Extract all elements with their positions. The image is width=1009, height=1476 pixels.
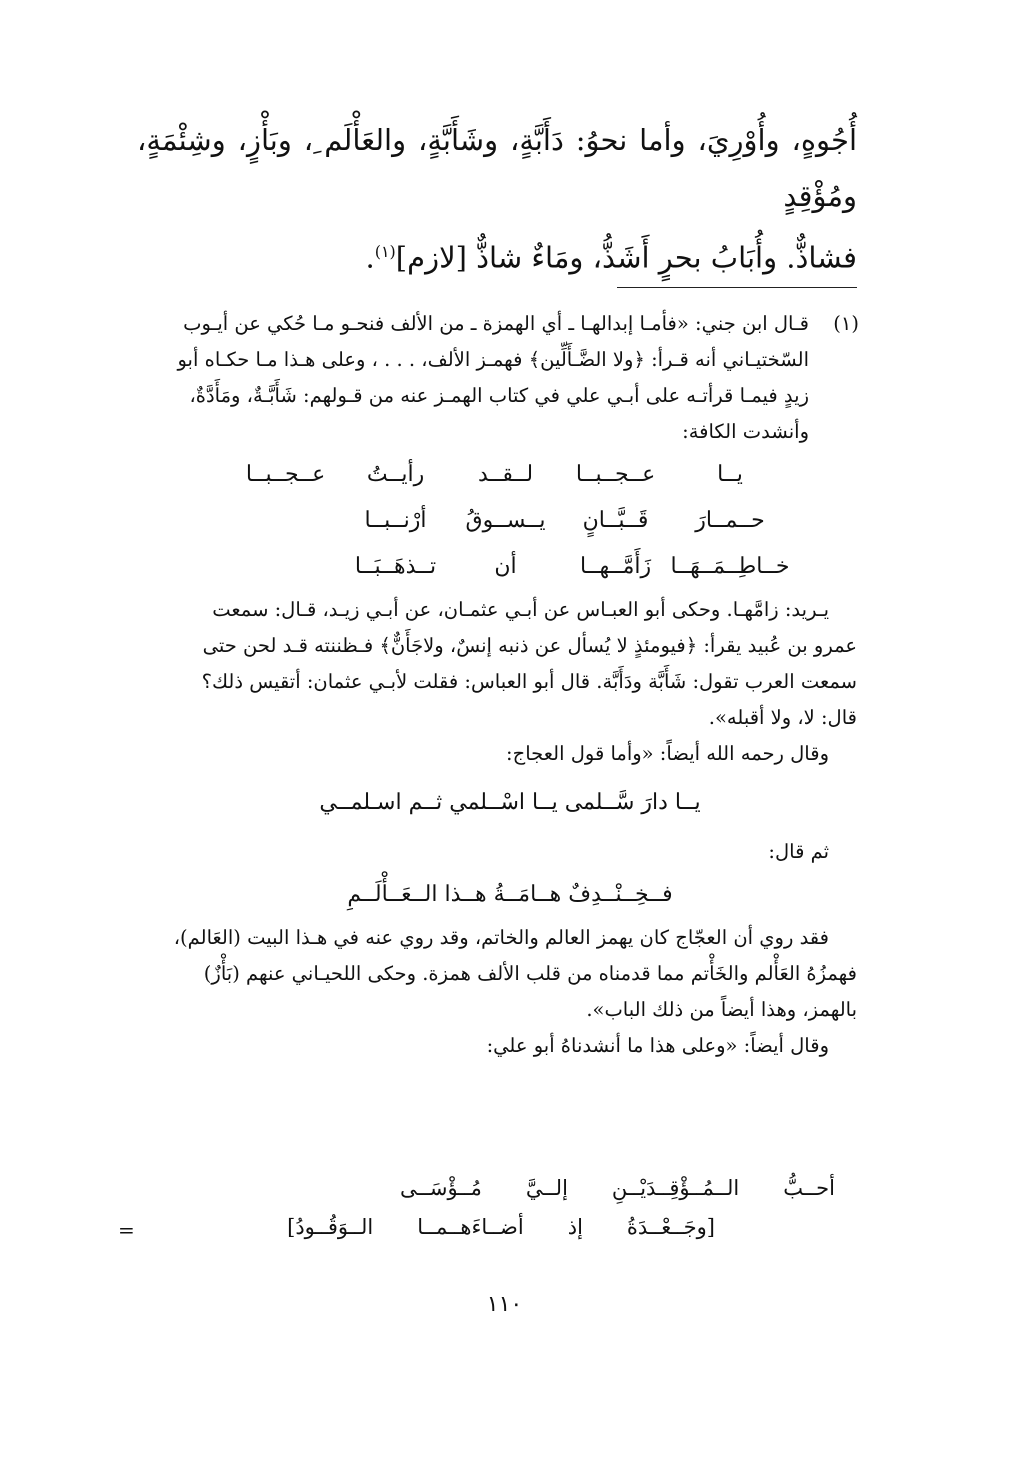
footnote-number: (١): [833, 312, 859, 335]
poem-word: لــقــد: [477, 462, 534, 487]
footnote-paragraph-5: فقد روي أن العجّاج كان يهمز العالم والخاتم، وقد روي عنه في هـذا البيت (العَالم)، فهمزُهُ العَأْلم والخَأْتم مما قدمناه من قلب الألف همزة. وحكى اللحيـاني عنهم (بَأْزٌ) بالهمز، وهذا أيضاً من ذلك الباب».: [173, 926, 857, 1021]
main-line-2-text: فشاذٌّ. وأُبَابُ بحرٍ أَشَذُّ، ومَاءٌ شاذٌّ [لازم]: [395, 240, 857, 275]
poem-word: أضــاءَهــمــا: [417, 1215, 524, 1239]
verse-1: يــا دارَ سَّــلمى يــا اسْــلمي ثــم اسـلمــي: [319, 790, 701, 815]
footnote-paragraph-2: يـريد: زامَّهـا. وحكى أبو العبـاس عن أبـي عثمـان، عن أبـي زيـد، قـال: سمعت عمرو بن عُبيد يقرأ: ﴿فيومئذٍ لا يُسأل عن ذنبه إنسٌ، ولاجَأَنٌّ﴾ فـظننته قـد لحن حتى سمعت العرب تقول: شَأَبَّة ودَأَبَّة. قال أبو العباس: فقلت لأبـي عثمان: أتقيس ذلك؟ قال: لا، ولا أقبله».: [201, 598, 857, 729]
verse-2: فــخِــنْــدِفٌ هــامَــةُ هــذا الــعَــأْلَــمِ: [347, 882, 673, 907]
poem-1: [163, 452, 857, 590]
poem-word: أرْنــبــا: [364, 508, 427, 533]
poem-word: حــمــارَ: [695, 508, 765, 533]
footnote-paragraph-6: وقال أيضاً: «وعلى هذا ما أنشدناهُ أبو علي:: [486, 1034, 829, 1057]
poem-word: تــذهَــبَــا: [354, 554, 437, 579]
poem-word: زَأَمَّــهــا: [579, 554, 652, 579]
poem-word: رأيــتُ: [366, 462, 425, 487]
page-number: ١١٠: [486, 1292, 523, 1317]
poem-word: أن: [494, 554, 517, 579]
main-line-2: [137, 224, 857, 286]
poem-word: [وجَــعْــدَةُ: [626, 1215, 715, 1239]
poem-word: إذ: [567, 1215, 583, 1239]
main-line-2-end: .: [365, 240, 375, 275]
poem-1-line: [231, 498, 790, 544]
poem-word: خــاطِــمَــهَــا: [670, 554, 790, 579]
footnote: [163, 306, 857, 1064]
continuation-mark: =: [118, 1218, 135, 1242]
poem-1-line: [231, 452, 790, 498]
poem-word: الــمُــؤْقِــدَيْــنِ: [611, 1176, 740, 1200]
poem-word: إلــيَّ: [525, 1176, 568, 1200]
poem-word: أحــبُّ: [783, 1176, 835, 1200]
poem-2-line-2: [163, 1207, 857, 1247]
poem-word: عــجــبــا: [575, 462, 656, 487]
poem-word: يــســوقُ: [465, 508, 546, 533]
footnote-separator: [617, 287, 857, 288]
poem-2-line-1: [163, 1168, 857, 1208]
main-text: [137, 112, 857, 286]
poem-word: عــجــبــا: [245, 462, 326, 487]
poem-word: مُــؤْسَــى: [400, 1176, 482, 1200]
poem-word: يــا: [717, 462, 743, 487]
footnote-ref: (١): [374, 242, 396, 261]
poem-1-line: [231, 544, 790, 590]
footnote-paragraph-3: وقال رحمه الله أيضاً: «وأما قول العجاج:: [506, 742, 829, 765]
footnote-paragraph-1: قـال ابن جني: «فأمـا إبدالهـا ـ أي الهمزة ـ من الألف فنحـو مـا حُكي عن أيـوب السّختيـاني أنه قـرأ: ﴿ولا الضَّـأَلِّين﴾ فهمـز الألف، . . . ، وعلى هـذا مـا حكـاه أبو زيدٍ فيمـا قرأتـه على أبـي علي في كتاب الهمـز عنه من قـولهم: شَأَبَّـةٌ، ومَأَدَّةٌ، وأنشدت الكافة:: [177, 312, 809, 443]
footnote-paragraph-4: ثم قال:: [768, 840, 829, 863]
main-line-1: أُجُوهٍ، وأُوْرِيَ، وأما نحوُ: دَأَبَّةٍ، وشَأَبَّةٍ، والعَأْلَم ِ، وبَأْزٍ، وشِئْمَةٍ، ومُؤْقِدٍ: [137, 123, 857, 213]
poem-word: قَــبَّــانٍ: [582, 508, 649, 533]
poem-word: الــوَقُــودُ]: [287, 1215, 374, 1239]
